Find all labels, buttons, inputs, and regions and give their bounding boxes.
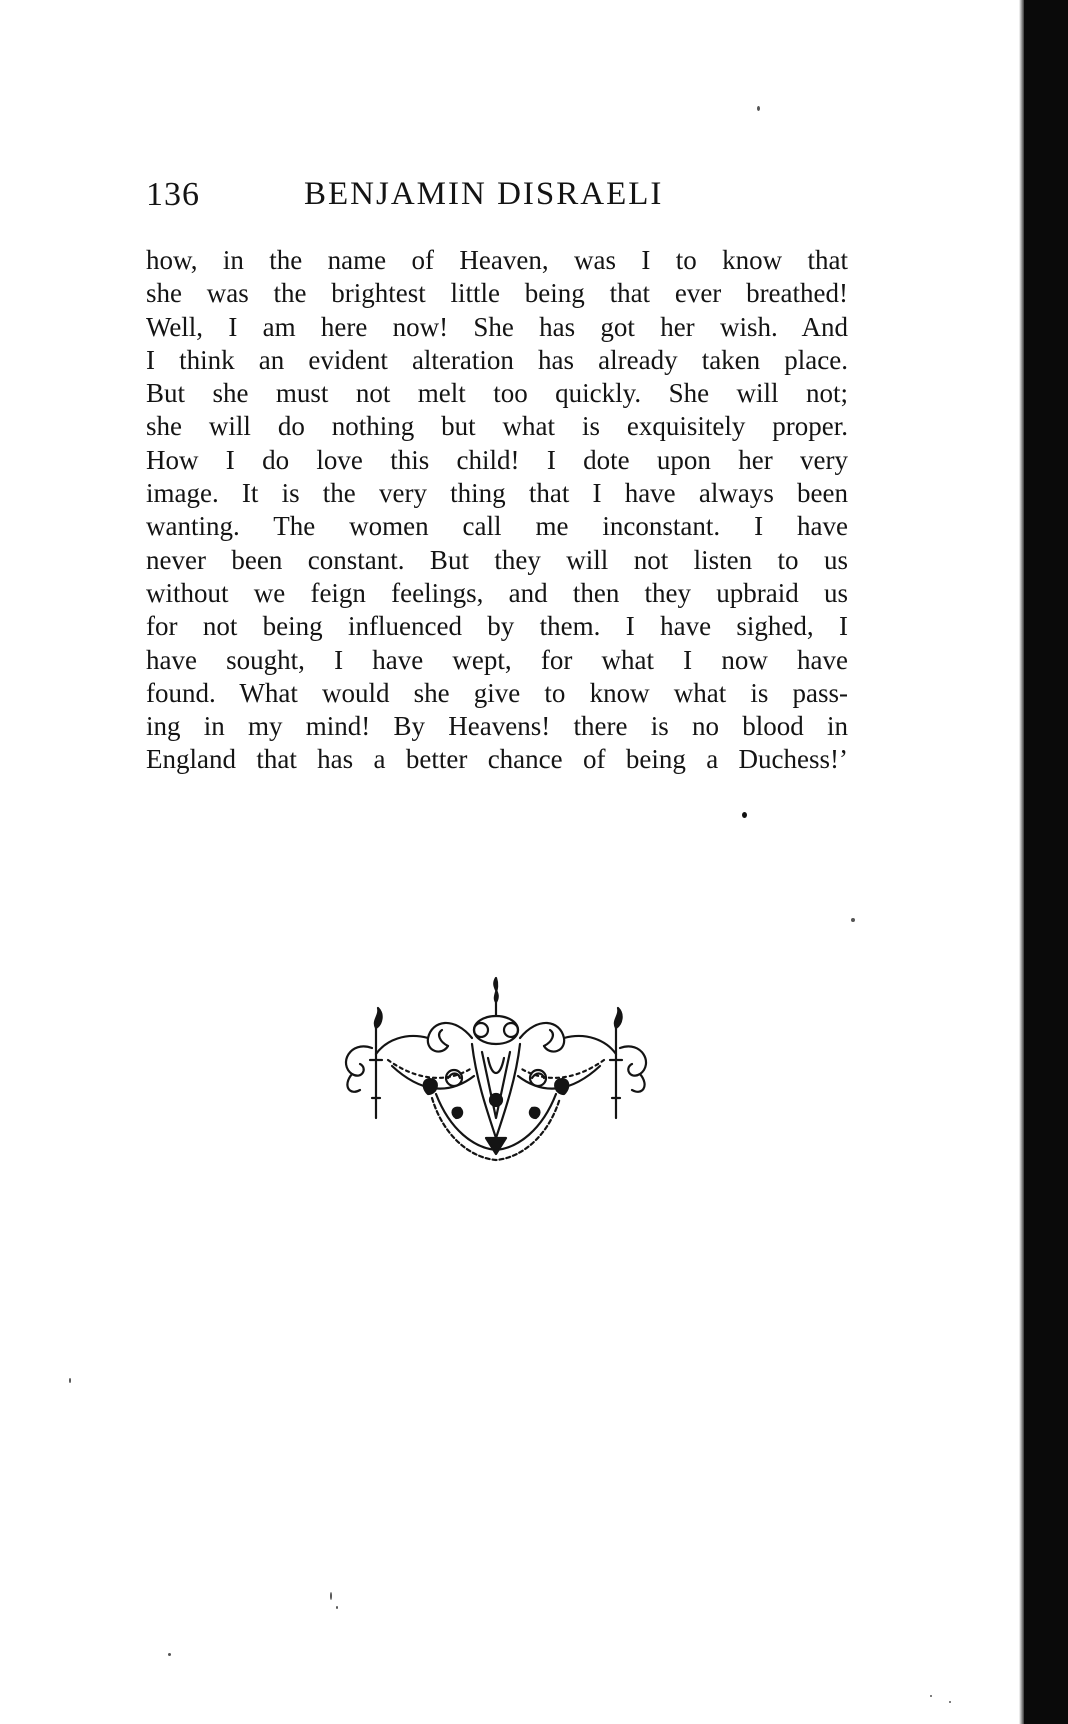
scan-speck: [69, 1378, 71, 1383]
scan-speck: [330, 1592, 332, 1600]
body-text: [146, 244, 848, 777]
scan-speck: [930, 1695, 932, 1697]
scan-speck: [336, 1606, 338, 1609]
text-line: never been constant. But they will not listen to us: [146, 544, 848, 575]
text-line: have sought, I have wept, for what I now have: [146, 644, 848, 675]
page-edge-binding: [1024, 0, 1068, 1724]
text-line: wanting. The women call me inconstant. I have: [146, 511, 848, 542]
text-line: Well, I am here now! She has got her wish. And: [146, 311, 848, 342]
decorative-tailpiece-icon: [336, 968, 656, 1178]
scan-speck: [742, 812, 747, 818]
text-line: England that has a better chance of being a Duchess!’: [146, 744, 848, 775]
running-head: [146, 176, 846, 220]
text-line: how, in the name of Heaven, was I to know that: [146, 245, 848, 275]
text-line: How I do love this child! I dote upon her very: [146, 444, 848, 475]
scan-speck: [168, 1653, 171, 1656]
scan-speck: [949, 1701, 951, 1703]
page-number: 136: [146, 176, 200, 213]
text-line: ing in my mind! By Heavens! there is no blood in: [146, 711, 848, 742]
scan-speck: [757, 106, 760, 111]
text-line: But she must not melt too quickly. She will not;: [146, 378, 848, 409]
text-line: for not being influenced by them. I have sighed, I: [146, 611, 848, 642]
text-line: image. It is the very thing that I have always been: [146, 478, 848, 509]
running-title: BENJAMIN DISRAELI: [304, 176, 664, 212]
text-line: she will do nothing but what is exquisitely proper.: [146, 411, 848, 442]
text-line: I think an evident alteration has already taken place.: [146, 344, 848, 375]
text-line: found. What would she give to know what is pass-: [146, 677, 848, 708]
text-line: she was the brightest little being that ever breathed!: [146, 278, 848, 309]
text-line: without we feign feelings, and then they upbraid us: [146, 577, 848, 608]
scan-speck: [851, 918, 855, 922]
